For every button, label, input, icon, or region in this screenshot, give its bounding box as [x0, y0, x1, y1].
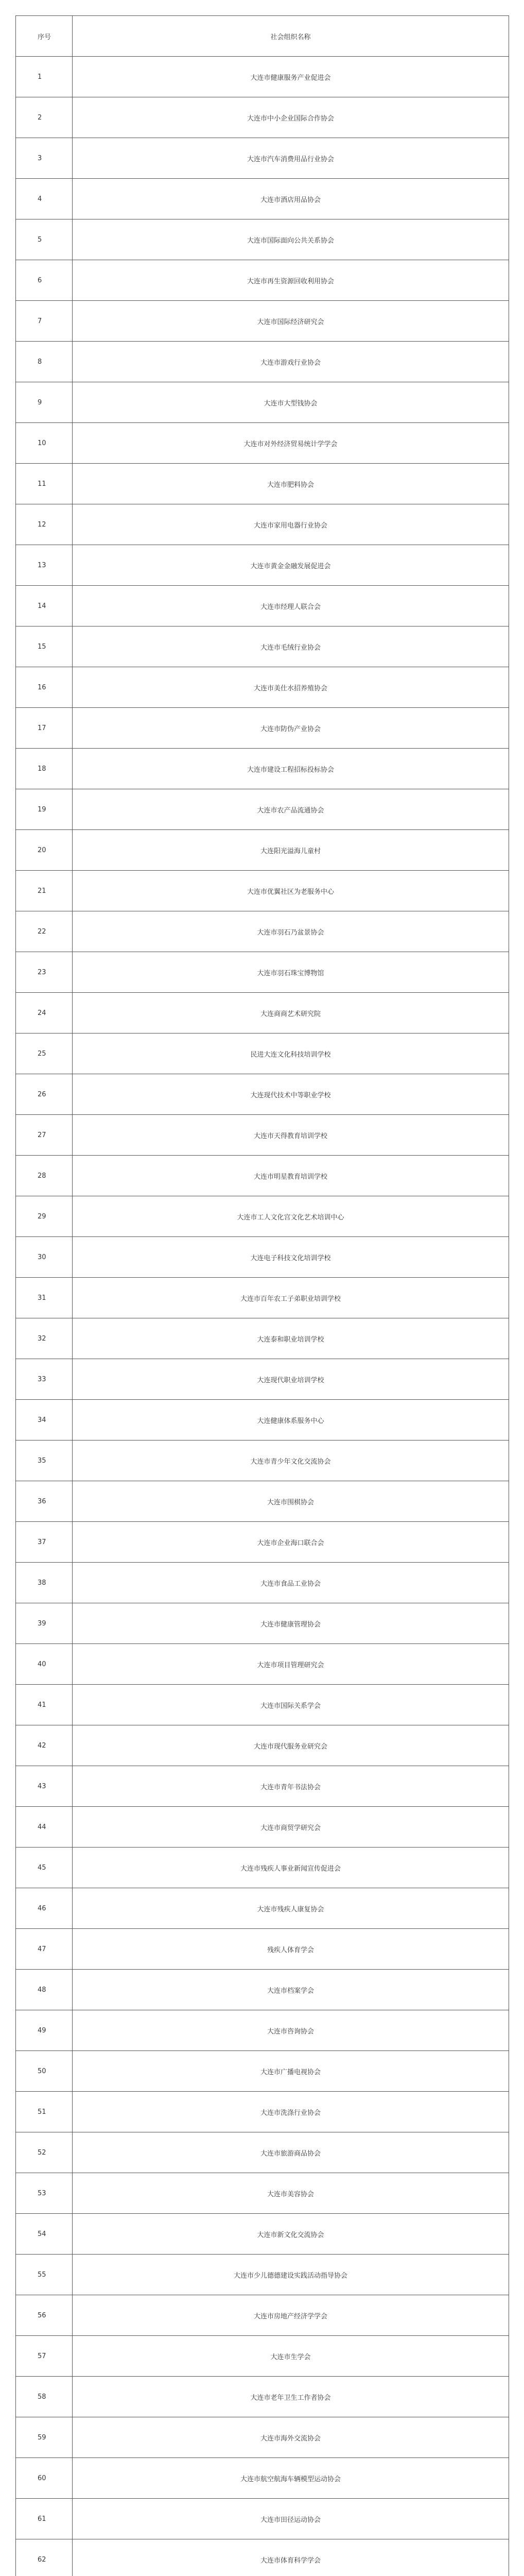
row-organization-name: 大连市青年书法协会: [73, 1766, 509, 1807]
table-row: [16, 1522, 509, 1563]
header-name: 社会组织名称: [73, 16, 509, 57]
row-index: 56: [16, 2295, 73, 2336]
row-organization-name: 大连商商艺术研究院: [73, 993, 509, 1033]
row-organization-name: 大连市现代服务业研究会: [73, 1725, 509, 1766]
row-index: 44: [16, 1807, 73, 1848]
table-row: [16, 1359, 509, 1400]
row-index: 30: [16, 1237, 73, 1278]
table-row: [16, 1603, 509, 1644]
row-index: 20: [16, 830, 73, 871]
row-index: 52: [16, 2132, 73, 2173]
row-index: 29: [16, 1196, 73, 1237]
row-index: 51: [16, 2092, 73, 2132]
row-index: 47: [16, 1929, 73, 1970]
row-index: 37: [16, 1522, 73, 1563]
table-row: [16, 871, 509, 911]
table-row: [16, 219, 509, 260]
table-row: [16, 2010, 509, 2051]
row-organization-name: 大连市优翼社区为老服务中心: [73, 871, 509, 911]
row-organization-name: 大连市旅游商品协会: [73, 2132, 509, 2173]
row-organization-name: 大连阳光溢海儿童村: [73, 830, 509, 871]
row-index: 21: [16, 871, 73, 911]
table-row: [16, 504, 509, 545]
table-row: [16, 1481, 509, 1522]
table-row: [16, 1848, 509, 1888]
table-row: [16, 2173, 509, 2214]
row-organization-name: 大连市国际关系学会: [73, 1685, 509, 1725]
table-row: [16, 993, 509, 1033]
row-organization-name: 大连市项目管理研究会: [73, 1644, 509, 1685]
row-index: 3: [16, 138, 73, 179]
row-organization-name: 大连市商贸学研究会: [73, 1807, 509, 1848]
row-index: 4: [16, 179, 73, 219]
row-index: 36: [16, 1481, 73, 1522]
row-organization-name: 大连市国际面向公共关系协会: [73, 219, 509, 260]
table-row: [16, 179, 509, 219]
row-index: 31: [16, 1278, 73, 1318]
row-index: 18: [16, 749, 73, 789]
table-row: [16, 667, 509, 708]
row-organization-name: 残疾人体育学会: [73, 1929, 509, 1970]
row-index: 43: [16, 1766, 73, 1807]
row-organization-name: 大连市建设工程招标投标协会: [73, 749, 509, 789]
row-index: 14: [16, 586, 73, 626]
table-row: [16, 586, 509, 626]
table-row: [16, 382, 509, 423]
table-row: [16, 1156, 509, 1196]
row-organization-name: 大连电子科技文化培训学校: [73, 1237, 509, 1278]
row-organization-name: 大连市美仕水招养殖协会: [73, 667, 509, 708]
table-row: [16, 1115, 509, 1156]
table-row: [16, 830, 509, 871]
table-row: [16, 1033, 509, 1074]
table-row: [16, 1440, 509, 1481]
table-row: [16, 2377, 509, 2417]
row-organization-name: 大连市家用电器行业协会: [73, 504, 509, 545]
row-index: 50: [16, 2051, 73, 2092]
row-organization-name: 大连市防伪产业协会: [73, 708, 509, 749]
table-row: [16, 464, 509, 504]
row-index: 42: [16, 1725, 73, 1766]
table-row: [16, 2499, 509, 2539]
table-row: [16, 2458, 509, 2499]
row-index: 39: [16, 1603, 73, 1644]
table-row: [16, 2255, 509, 2295]
row-index: 1: [16, 57, 73, 97]
row-organization-name: 大连市房地产经济学学会: [73, 2295, 509, 2336]
row-index: 12: [16, 504, 73, 545]
row-organization-name: 大连市广播电视协会: [73, 2051, 509, 2092]
table-row: [16, 2417, 509, 2458]
row-organization-name: 大连市食品工业协会: [73, 1563, 509, 1603]
row-index: 27: [16, 1115, 73, 1156]
row-organization-name: 大连市天得教育培训学校: [73, 1115, 509, 1156]
table-header-row: [16, 16, 509, 57]
row-index: 55: [16, 2255, 73, 2295]
table-row: [16, 1766, 509, 1807]
row-organization-name: 大连市明星教育培训学校: [73, 1156, 509, 1196]
table-row: [16, 57, 509, 97]
row-index: 32: [16, 1318, 73, 1359]
row-organization-name: 大连市羽石珠宝博物馆: [73, 952, 509, 993]
table-row: [16, 301, 509, 342]
row-index: 13: [16, 545, 73, 586]
row-index: 59: [16, 2417, 73, 2458]
row-organization-name: 大连市肥料协会: [73, 464, 509, 504]
row-index: 58: [16, 2377, 73, 2417]
row-organization-name: 大连市羽石乃盆景协会: [73, 911, 509, 952]
row-organization-name: 大连市对外经济贸易统计学学会: [73, 423, 509, 464]
row-organization-name: 大连市健康服务产业促进会: [73, 57, 509, 97]
table-row: [16, 1807, 509, 1848]
row-organization-name: 大连现代职业培训学校: [73, 1359, 509, 1400]
row-index: 61: [16, 2499, 73, 2539]
table-row: [16, 2214, 509, 2255]
row-index: 25: [16, 1033, 73, 1074]
table-row: [16, 1237, 509, 1278]
table-row: [16, 789, 509, 830]
table-row: [16, 1970, 509, 2010]
table-row: [16, 545, 509, 586]
table-row: [16, 1318, 509, 1359]
row-index: 10: [16, 423, 73, 464]
row-organization-name: 大连市农产品流通协会: [73, 789, 509, 830]
table-row: [16, 1278, 509, 1318]
row-organization-name: 大连市海外交流协会: [73, 2417, 509, 2458]
row-organization-name: 大连泰和职业培训学校: [73, 1318, 509, 1359]
row-organization-name: 大连市洗涤行业协会: [73, 2092, 509, 2132]
row-organization-name: 大连市新文化交流协会: [73, 2214, 509, 2255]
table-row: [16, 97, 509, 138]
row-index: 23: [16, 952, 73, 993]
table-row: [16, 1929, 509, 1970]
table-row: [16, 2336, 509, 2377]
row-index: 15: [16, 626, 73, 667]
row-index: 46: [16, 1888, 73, 1929]
row-organization-name: 大连市残疾人康复协会: [73, 1888, 509, 1929]
row-index: 8: [16, 342, 73, 382]
table-row: [16, 1685, 509, 1725]
row-organization-name: 大连市毛绒行业协会: [73, 626, 509, 667]
row-index: 28: [16, 1156, 73, 1196]
row-index: 19: [16, 789, 73, 830]
row-organization-name: 大连市航空航海车辆模型运动协会: [73, 2458, 509, 2499]
row-organization-name: 大连市中小企业国际合作协会: [73, 97, 509, 138]
row-index: 6: [16, 260, 73, 301]
row-organization-name: 大连市大型钱协会: [73, 382, 509, 423]
row-index: 53: [16, 2173, 73, 2214]
row-organization-name: 大连市老年卫生工作者协会: [73, 2377, 509, 2417]
table-row: [16, 1400, 509, 1440]
row-organization-name: 大连市工人文化宫文化艺术培训中心: [73, 1196, 509, 1237]
table-row: [16, 2092, 509, 2132]
table-row: [16, 342, 509, 382]
row-index: 35: [16, 1440, 73, 1481]
header-index: 序号: [16, 16, 73, 57]
table-row: [16, 708, 509, 749]
row-organization-name: 大连市健康管理协会: [73, 1603, 509, 1644]
row-organization-name: 大连市游戏行业协会: [73, 342, 509, 382]
row-organization-name: 大连市再生资源回收利用协会: [73, 260, 509, 301]
row-organization-name: 大连市少儿德德建设实践活动指导协会: [73, 2255, 509, 2295]
row-index: 41: [16, 1685, 73, 1725]
row-index: 38: [16, 1563, 73, 1603]
row-organization-name: 大连健康体系服务中心: [73, 1400, 509, 1440]
row-index: 33: [16, 1359, 73, 1400]
row-index: 16: [16, 667, 73, 708]
row-organization-name: 大连市档案学会: [73, 1970, 509, 2010]
row-organization-name: 大连市体育科学学会: [73, 2539, 509, 2576]
table-row: [16, 260, 509, 301]
table-row: [16, 2295, 509, 2336]
row-index: 24: [16, 993, 73, 1033]
row-organization-name: 大连市美容协会: [73, 2173, 509, 2214]
row-index: 11: [16, 464, 73, 504]
table-row: [16, 423, 509, 464]
row-index: 62: [16, 2539, 73, 2576]
row-organization-name: 民进大连文化科技培训学校: [73, 1033, 509, 1074]
row-index: 9: [16, 382, 73, 423]
table-row: [16, 2051, 509, 2092]
row-organization-name: 大连市企业海口联合会: [73, 1522, 509, 1563]
row-index: 40: [16, 1644, 73, 1685]
table-row: [16, 1074, 509, 1115]
row-organization-name: 大连市汽车消费用品行业协会: [73, 138, 509, 179]
row-organization-name: 大连市黄金金融发展促进会: [73, 545, 509, 586]
table-row: [16, 911, 509, 952]
row-index: 5: [16, 219, 73, 260]
table-row: [16, 1725, 509, 1766]
row-index: 34: [16, 1400, 73, 1440]
row-organization-name: 大连市国际经济研究会: [73, 301, 509, 342]
row-organization-name: 大连市百年农工子弟职业培训学校: [73, 1278, 509, 1318]
table-row: [16, 1563, 509, 1603]
row-index: 48: [16, 1970, 73, 2010]
row-index: 7: [16, 301, 73, 342]
row-index: 17: [16, 708, 73, 749]
row-organization-name: 大连市生学会: [73, 2336, 509, 2377]
row-organization-name: 大连市残疾人事业新闻宣传促进会: [73, 1848, 509, 1888]
row-index: 57: [16, 2336, 73, 2377]
table-row: [16, 1196, 509, 1237]
table-row: [16, 749, 509, 789]
row-organization-name: 大连市咨询协会: [73, 2010, 509, 2051]
table-row: [16, 952, 509, 993]
row-index: 2: [16, 97, 73, 138]
row-index: 26: [16, 1074, 73, 1115]
row-index: 22: [16, 911, 73, 952]
document-page: [15, 15, 509, 2576]
row-organization-name: 大连市酒店用品协会: [73, 179, 509, 219]
row-organization-name: 大连现代技术中等职业学校: [73, 1074, 509, 1115]
row-organization-name: 大连市青少年文化交流协会: [73, 1440, 509, 1481]
social-organization-table: [15, 15, 509, 2576]
table-body: [16, 57, 509, 2576]
row-organization-name: 大连市围棋协会: [73, 1481, 509, 1522]
table-row: [16, 1888, 509, 1929]
table-row: [16, 2132, 509, 2173]
row-organization-name: 大连市经理人联合会: [73, 586, 509, 626]
row-organization-name: 大连市田径运动协会: [73, 2499, 509, 2539]
row-index: 49: [16, 2010, 73, 2051]
table-row: [16, 2539, 509, 2576]
table-row: [16, 626, 509, 667]
table-row: [16, 138, 509, 179]
row-index: 54: [16, 2214, 73, 2255]
row-index: 60: [16, 2458, 73, 2499]
table-row: [16, 1644, 509, 1685]
row-index: 45: [16, 1848, 73, 1888]
